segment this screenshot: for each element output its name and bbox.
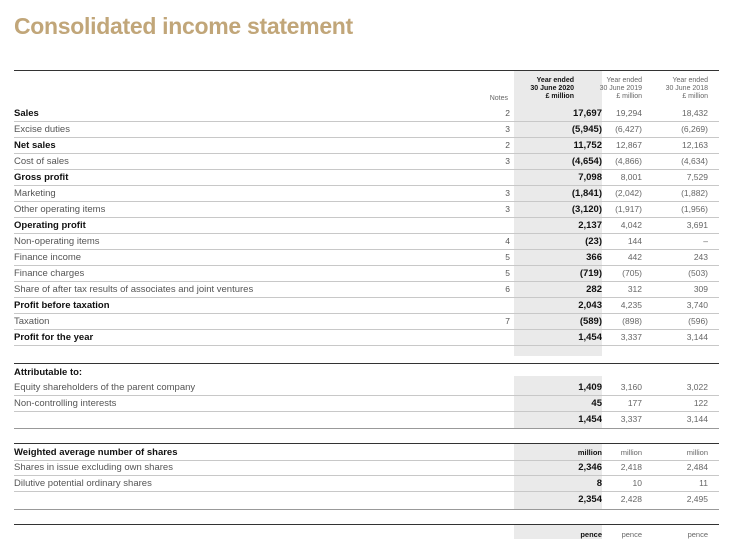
- row-value-c1: 366: [586, 252, 602, 263]
- row-value-c1: 282: [586, 284, 602, 295]
- table-row: [14, 233, 719, 250]
- row-note: 7: [505, 316, 510, 326]
- row-label: Other operating items: [14, 204, 106, 215]
- table-row: [14, 217, 719, 234]
- table-row: Shares in issue excluding own shares 2,346 2,418 2,484: [14, 459, 719, 476]
- shares-total-row: 2,354 2,428 2,495: [578, 494, 708, 505]
- row-label: Excise duties: [14, 124, 70, 135]
- row-value-c3: 18,432: [682, 108, 708, 118]
- row-value-c1: 11,752: [573, 140, 602, 151]
- row-value-c3: (596): [688, 316, 708, 326]
- row-label: Gross profit: [14, 172, 69, 183]
- row-value-c1: (719): [579, 268, 602, 279]
- row-value-c2: 19,294: [616, 108, 642, 118]
- eps-top-rule: [14, 524, 719, 525]
- row-value-c1: 2,043: [578, 300, 602, 311]
- row-value-c2: (705): [622, 268, 642, 278]
- table-row: [14, 201, 719, 218]
- col-header-2019: Year ended 30 June 2019 £ million: [599, 77, 642, 100]
- row-label: Profit for the year: [14, 332, 94, 343]
- row-value-c1: (1,841): [571, 188, 602, 199]
- row-value-c3: 243: [693, 252, 708, 262]
- row-value-c3: 309: [693, 284, 708, 294]
- row-note: 2: [505, 140, 510, 150]
- row-value-c3: 3,691: [686, 220, 708, 230]
- attributable-total-row: 1,454 3,337 3,144: [578, 414, 708, 425]
- row-label: Marketing: [14, 188, 56, 199]
- table-row: [14, 169, 719, 186]
- row-note: 3: [505, 188, 510, 198]
- table-row: [14, 329, 719, 346]
- table-row: [14, 249, 719, 266]
- table-row: [14, 297, 719, 314]
- table-row: [14, 121, 719, 138]
- row-value-c2: 312: [627, 284, 642, 294]
- row-value-c2: 12,867: [616, 140, 642, 150]
- row-value-c3: 3,144: [686, 332, 708, 342]
- row-value-c2: 4,042: [620, 220, 642, 230]
- row-label: Profit before taxation: [14, 300, 110, 311]
- table-row: [14, 265, 719, 282]
- notes-header: Notes: [489, 95, 508, 102]
- row-label: Non-operating items: [14, 236, 100, 247]
- row-value-c1: (3,120): [571, 204, 602, 215]
- row-value-c3: (4,634): [681, 156, 708, 166]
- row-value-c1: (4,654): [571, 156, 602, 167]
- row-note: 4: [505, 236, 510, 246]
- row-value-c2: 8,001: [620, 172, 642, 182]
- row-label: Sales: [14, 108, 39, 119]
- row-note: 6: [505, 284, 510, 294]
- row-value-c1: 17,697: [572, 108, 602, 119]
- row-value-c2: (2,042): [615, 188, 642, 198]
- row-value-c3: 7,529: [686, 172, 708, 182]
- row-value-c3: (1,956): [681, 204, 708, 214]
- row-value-c2: 442: [627, 252, 642, 262]
- row-label: Finance charges: [14, 268, 85, 279]
- row-value-c3: (1,882): [681, 188, 708, 198]
- row-value-c1: (589): [579, 316, 602, 327]
- row-value-c3: 3,740: [686, 300, 708, 310]
- table-row: [14, 153, 719, 170]
- row-value-c3: 12,163: [682, 140, 708, 150]
- row-value-c1: 1,454: [578, 332, 602, 343]
- table-top-rule: [14, 70, 719, 71]
- attributable-heading-row: Attributable to:: [14, 363, 719, 380]
- table-row: [14, 185, 719, 202]
- eps-units-row: pence pence pence: [580, 530, 708, 539]
- table-row: [14, 313, 719, 330]
- divider: [14, 428, 719, 429]
- row-label: Net sales: [14, 140, 56, 151]
- row-value-c1: (5,945): [571, 124, 602, 135]
- row-label: Finance income: [14, 252, 82, 263]
- row-note: 3: [505, 156, 510, 166]
- row-value-c1: 7,098: [578, 172, 602, 183]
- row-note: 2: [505, 108, 510, 118]
- row-value-c2: (4,866): [615, 156, 642, 166]
- row-label: Taxation: [14, 316, 50, 327]
- table-row: [14, 137, 719, 154]
- row-note: 3: [505, 124, 510, 134]
- row-note: 5: [505, 268, 510, 278]
- row-value-c2: (898): [622, 316, 642, 326]
- table-row: [14, 105, 719, 122]
- page-title: Consolidated income statement: [14, 13, 353, 39]
- table-row: [14, 281, 719, 298]
- row-value-c1: 2,137: [578, 220, 602, 231]
- row-value-c3: (6,269): [681, 124, 708, 134]
- table-row: Dilutive potential ordinary shares 8 10 11: [14, 475, 719, 492]
- col-header-2020: Year ended 30 June 2020 £ million: [530, 77, 574, 100]
- row-value-c2: (1,917): [615, 204, 642, 214]
- table-row: Non-controlling interests 45 177 122: [14, 395, 719, 412]
- row-note: 3: [505, 204, 510, 214]
- row-value-c1: (23): [585, 236, 602, 247]
- row-value-c2: (6,427): [615, 124, 642, 134]
- shares-heading-row: Weighted average number of shares million million million: [14, 443, 719, 461]
- col-header-2018: Year ended 30 June 2018 £ million: [665, 77, 708, 100]
- row-value-c2: 4,235: [620, 300, 642, 310]
- table-row: Equity shareholders of the parent company 1,409 3,160 3,022: [14, 379, 719, 396]
- row-label: Share of after tax results of associates and joint ventures: [14, 284, 254, 295]
- row-value-c2: 144: [627, 236, 642, 246]
- row-value-c2: 3,337: [620, 332, 642, 342]
- divider: [14, 509, 719, 510]
- row-label: Operating profit: [14, 220, 86, 231]
- row-note: 5: [505, 252, 510, 262]
- row-label: Cost of sales: [14, 156, 69, 167]
- row-value-c3: (503): [688, 268, 708, 278]
- row-value-c3: –: [703, 236, 708, 246]
